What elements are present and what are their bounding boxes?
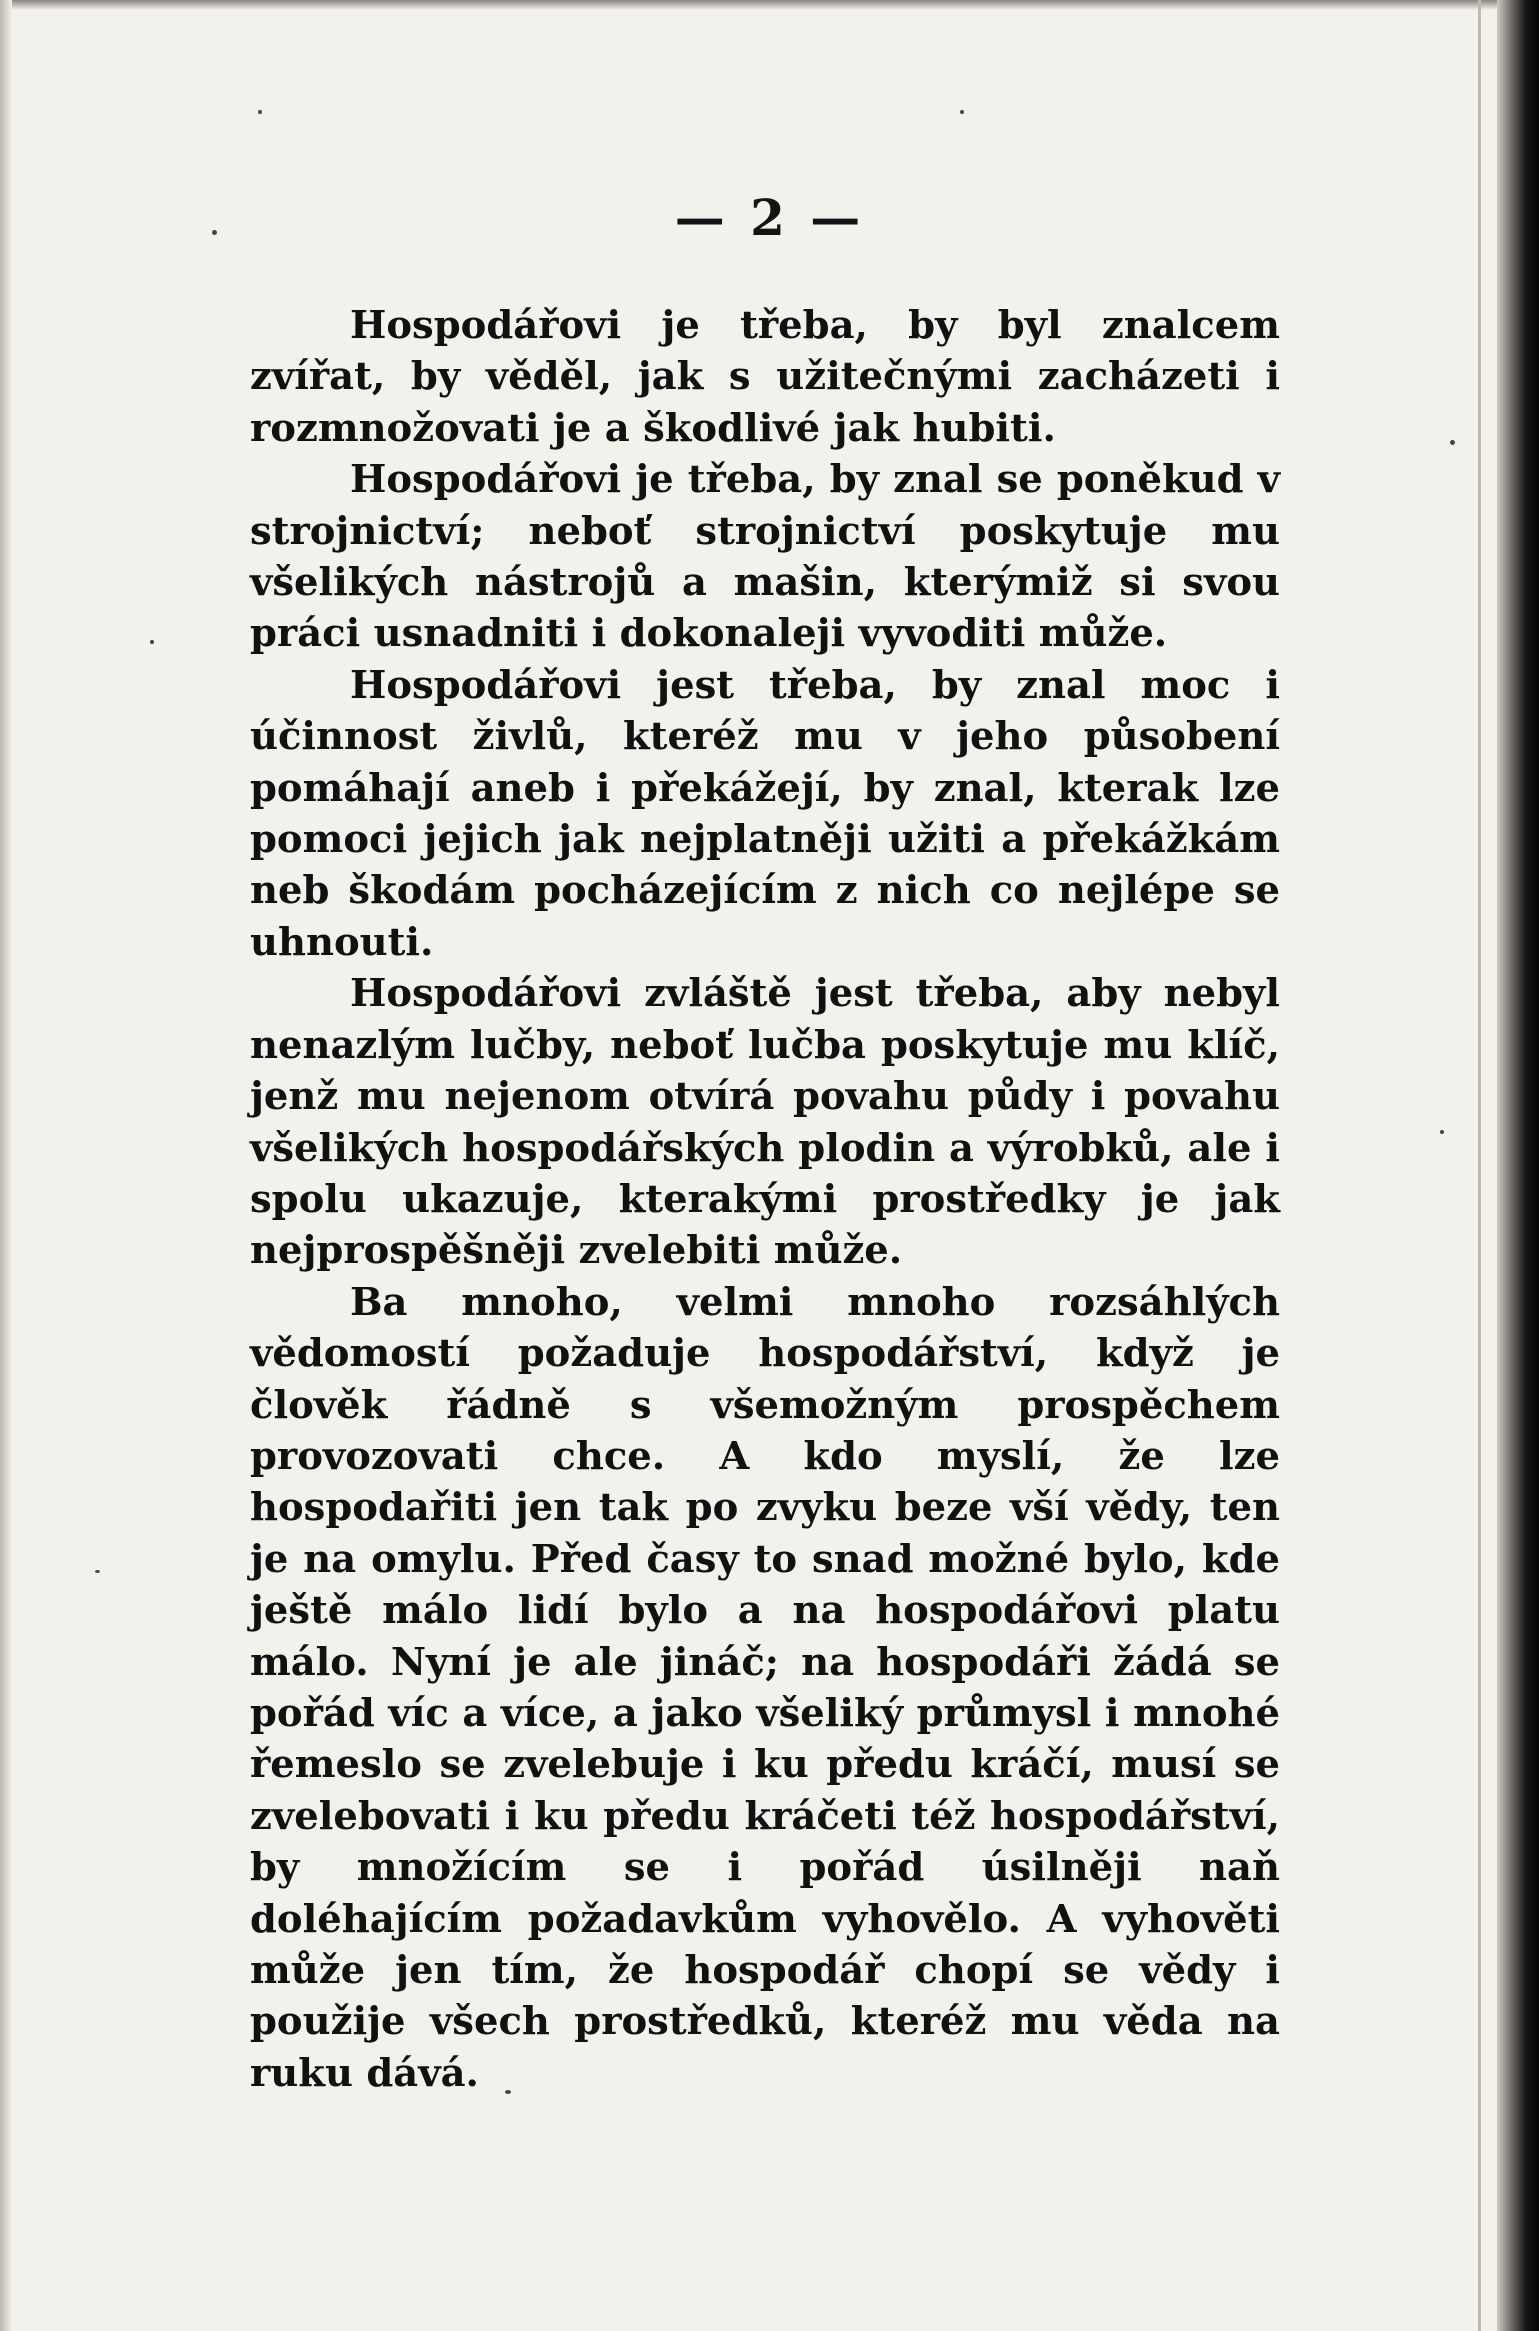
- scan-fold-line: [1478, 0, 1481, 2331]
- scan-speck: [150, 640, 154, 644]
- body-text: [250, 300, 1280, 2099]
- scan-speck: [95, 1570, 100, 1573]
- scan-edge-left: [0, 0, 12, 2331]
- scan-edge-right: [1497, 0, 1539, 2331]
- paragraph-2: Hospodářovi je třeba, by znal se poněkud v strojnictví; neboť strojnictví poskytuje mu všelikých nástrojů a mašin, kterýmiž si svou práci usnadniti i dokonaleji vyvoditi může.: [250, 457, 1280, 657]
- scan-speck: [505, 2090, 511, 2094]
- scan-speck: [1440, 1130, 1444, 1134]
- paragraph-3: Hospodářovi jest třeba, by znal moc i účinnost živlů, kteréž mu v jeho působení pomáhají aneb i překážejí, by znal, kterak lze pomoci jejich jak nejplatněji užiti a překážkám neb škodám pocházejícím z nich co nejlépe se uhnouti.: [250, 662, 1280, 965]
- scan-speck: [258, 110, 262, 114]
- page-number-header: — 2 —: [674, 188, 865, 247]
- scan-speck: [212, 230, 217, 235]
- paragraph-5: Ba mnoho, velmi mnoho rozsáhlých vědomostí požaduje hospodářství, když je člověk řádně s všemožným prospěchem provozovati chce. A kdo myslí, že lze hospodařiti jen tak po zvyku beze vší vědy, ten je na omylu. Před časy to snad možné bylo, kde ještě málo lidí bylo a na hospodářovi platu málo. Nyní je ale jináč; na hospodáři žádá se pořád víc a více, a jako všeliký průmysl i mnohé řemeslo se zvelebuje i ku předu kráčí, musí se zvelebovati i ku předu kráčeti též hospodářství, by množícím se i pořád úsilněji naň doléhajícím požadavkům vyhovělo. A vyhověti může jen tím, že hospodář chopí se vědy i použije všech prostředků, kteréž mu věda na ruku dává.: [250, 1279, 1280, 2096]
- scan-speck: [1450, 440, 1455, 445]
- paragraph-1: Hospodářovi je třeba, by byl znalcem zvířat, by věděl, jak s užitečnými zacházeti i rozmnožovati je a škodlivé jak hubiti.: [250, 303, 1280, 451]
- paragraph-4: Hospodářovi zvláště jest třeba, aby nebyl nenazlým lučby, neboť lučba poskytuje mu klíč, jenž mu nejenom otvírá povahu půdy i povahu všelikých hospodářských plodin a výrobků, ale i spolu ukazuje, kterakými prostředky je jak nejprospěšněji zvelebiti může.: [250, 971, 1280, 1274]
- scan-edge-top: [0, 0, 1539, 10]
- scan-speck: [960, 110, 964, 114]
